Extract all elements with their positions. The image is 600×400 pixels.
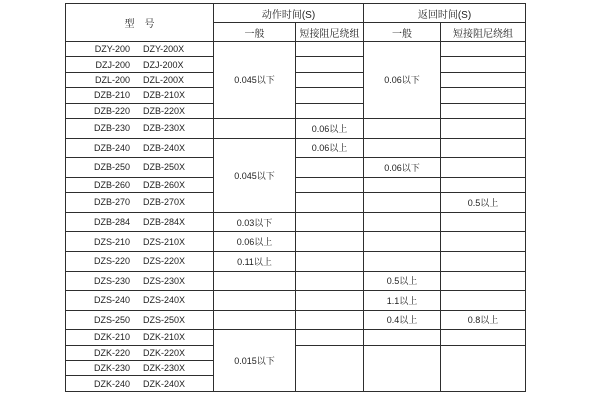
empty-cell [364, 232, 441, 252]
empty-cell [296, 42, 364, 57]
empty-cell [296, 103, 364, 118]
empty-cell [214, 118, 296, 138]
model-name: DZB-284 [93, 217, 130, 228]
empty-cell [364, 330, 441, 345]
model-cell [66, 118, 214, 138]
empty-cell [364, 138, 441, 158]
empty-cell [296, 271, 364, 291]
model-cell [66, 72, 214, 87]
model-name: DZS-250 [93, 314, 130, 325]
return-damping-header: 短接阻尼绕组 [441, 23, 526, 42]
model-name: DZB-210 [93, 90, 130, 101]
model-name-x: DZS-220X [142, 256, 186, 267]
empty-cell [441, 42, 526, 57]
model-name: DZS-210 [93, 236, 130, 247]
model-name-x: DZK-210X [142, 332, 186, 343]
empty-cell [441, 212, 526, 232]
empty-cell [441, 88, 526, 103]
empty-cell [296, 177, 364, 192]
empty-cell [296, 251, 364, 271]
action-general-value: 0.015以下 [214, 330, 296, 392]
model-name: DZS-240 [93, 295, 130, 306]
model-cell [66, 330, 214, 345]
model-name-x: DZB-230X [142, 123, 186, 134]
table-row-dzk-210 [66, 330, 526, 345]
model-name-x: DZB-270X [142, 197, 186, 208]
model-name-x: DZK-230X [142, 363, 186, 374]
model-cell [66, 291, 214, 311]
model-name: DZL-200 [94, 74, 130, 85]
empty-cell [214, 271, 296, 291]
table-row-dzb-250 [66, 158, 526, 178]
model-cell [66, 345, 214, 360]
model-name: DZB-260 [93, 179, 130, 190]
model-column-header: 型 号 [66, 4, 214, 42]
empty-cell [441, 138, 526, 158]
empty-cell [364, 193, 441, 213]
return-general-value: 0.06以下 [364, 42, 441, 119]
empty-cell [296, 310, 364, 330]
model-name: DZK-220 [93, 347, 130, 358]
table-row-dzy-200 [66, 42, 526, 57]
model-cell [66, 88, 214, 103]
return-general-value: 0.5以上 [364, 271, 441, 291]
empty-cell [364, 212, 441, 232]
model-name: DZB-250 [93, 162, 130, 173]
table-row-dzj-200 [66, 57, 526, 72]
model-cell [66, 138, 214, 158]
action-general-header: 一般 [214, 23, 296, 42]
relay-timing-spec-table [65, 3, 526, 392]
empty-cell [296, 291, 364, 311]
model-name: DZB-230 [93, 123, 130, 134]
model-cell [66, 232, 214, 252]
model-cell [66, 42, 214, 57]
table-row-dzl-200 [66, 72, 526, 87]
model-name-x: DZS-240X [142, 295, 186, 306]
empty-cell [441, 291, 526, 311]
model-name-x: DZB-250X [142, 162, 186, 173]
model-name-x: DZB-210X [142, 90, 186, 101]
model-name: DZS-220 [93, 256, 130, 267]
empty-cell [364, 118, 441, 138]
model-cell [66, 57, 214, 72]
return-general-value: 1.1以上 [364, 291, 441, 311]
model-name-x: DZS-230X [142, 275, 186, 286]
empty-cell [296, 330, 364, 345]
empty-cell [364, 177, 441, 192]
model-name: DZB-270 [93, 197, 130, 208]
empty-cell [296, 345, 364, 391]
return-general-value: 0.4以上 [364, 310, 441, 330]
return-damping-value: 0.5以上 [441, 193, 526, 213]
empty-cell [441, 57, 526, 72]
empty-cell [364, 251, 441, 271]
model-name: DZK-240 [93, 378, 130, 389]
model-name: DZJ-200 [95, 59, 130, 70]
empty-cell [441, 271, 526, 291]
header-row-groups [66, 4, 526, 23]
table-row-dzs-250 [66, 310, 526, 330]
empty-cell [441, 251, 526, 271]
empty-cell [296, 88, 364, 103]
model-name-x: DZK-240X [142, 378, 186, 389]
model-name-x: DZB-284X [142, 217, 186, 228]
empty-cell [441, 103, 526, 118]
table-row-dzs-230 [66, 271, 526, 291]
return-general-value: 0.06以下 [364, 158, 441, 178]
model-cell [66, 103, 214, 118]
model-name: DZK-230 [93, 363, 130, 374]
action-general-value: 0.11以上 [214, 251, 296, 271]
action-general-value: 0.045以下 [214, 42, 296, 119]
empty-cell [441, 345, 526, 391]
empty-cell [441, 118, 526, 138]
model-cell [66, 193, 214, 213]
action-damping-header: 短接阻尼绕组 [296, 23, 364, 42]
model-name: DZB-240 [93, 142, 130, 153]
model-cell [66, 376, 214, 392]
empty-cell [296, 72, 364, 87]
return-time-header: 返回时间(S) [364, 4, 526, 23]
action-damping-value: 0.06以上 [296, 118, 364, 138]
table-row-dzb-270 [66, 193, 526, 213]
model-name-x: DZL-200X [142, 74, 185, 85]
model-name-x: DZS-250X [142, 314, 186, 325]
empty-cell [441, 158, 526, 178]
table-row-dzb-260 [66, 177, 526, 192]
table-row-dzs-210 [66, 232, 526, 252]
model-name-x: DZK-220X [142, 347, 186, 358]
model-cell [66, 177, 214, 192]
table-row-dzb-210 [66, 88, 526, 103]
empty-cell [441, 330, 526, 345]
return-general-header: 一般 [364, 23, 441, 42]
empty-cell [441, 232, 526, 252]
table-row-dzb-230 [66, 118, 526, 138]
action-general-value: 0.045以下 [214, 138, 296, 212]
action-time-header: 动作时间(S) [214, 4, 364, 23]
model-name: DZS-230 [93, 275, 130, 286]
action-damping-value: 0.06以上 [296, 138, 364, 158]
table-row-dzk-220 [66, 345, 526, 360]
empty-cell [364, 345, 441, 391]
empty-cell [296, 57, 364, 72]
model-name-x: DZJ-200X [143, 59, 184, 70]
empty-cell [214, 291, 296, 311]
action-general-value: 0.06以上 [214, 232, 296, 252]
table-row-dzs-220 [66, 251, 526, 271]
model-name: DZY-200 [94, 44, 130, 55]
return-damping-value: 0.8以上 [441, 310, 526, 330]
empty-cell [296, 158, 364, 178]
empty-cell [441, 72, 526, 87]
model-cell [66, 271, 214, 291]
model-cell [66, 251, 214, 271]
table-row-dzb-284 [66, 212, 526, 232]
table-row-dzb-240 [66, 138, 526, 158]
empty-cell [441, 177, 526, 192]
model-name-x: DZB-240X [142, 142, 186, 153]
model-name: DZB-220 [93, 105, 130, 116]
table-row-dzs-240 [66, 291, 526, 311]
model-cell [66, 158, 214, 178]
model-cell [66, 212, 214, 232]
model-name-x: DZY-200X [142, 44, 185, 55]
empty-cell [296, 232, 364, 252]
action-general-value: 0.03以下 [214, 212, 296, 232]
model-name-x: DZB-220X [142, 105, 186, 116]
empty-cell [296, 193, 364, 213]
model-cell [66, 361, 214, 376]
empty-cell [214, 310, 296, 330]
empty-cell [296, 212, 364, 232]
model-name: DZK-210 [93, 332, 130, 343]
table-row-dzb-220 [66, 103, 526, 118]
model-name-x: DZB-260X [142, 179, 186, 190]
model-name-x: DZS-210X [142, 236, 186, 247]
model-cell [66, 310, 214, 330]
